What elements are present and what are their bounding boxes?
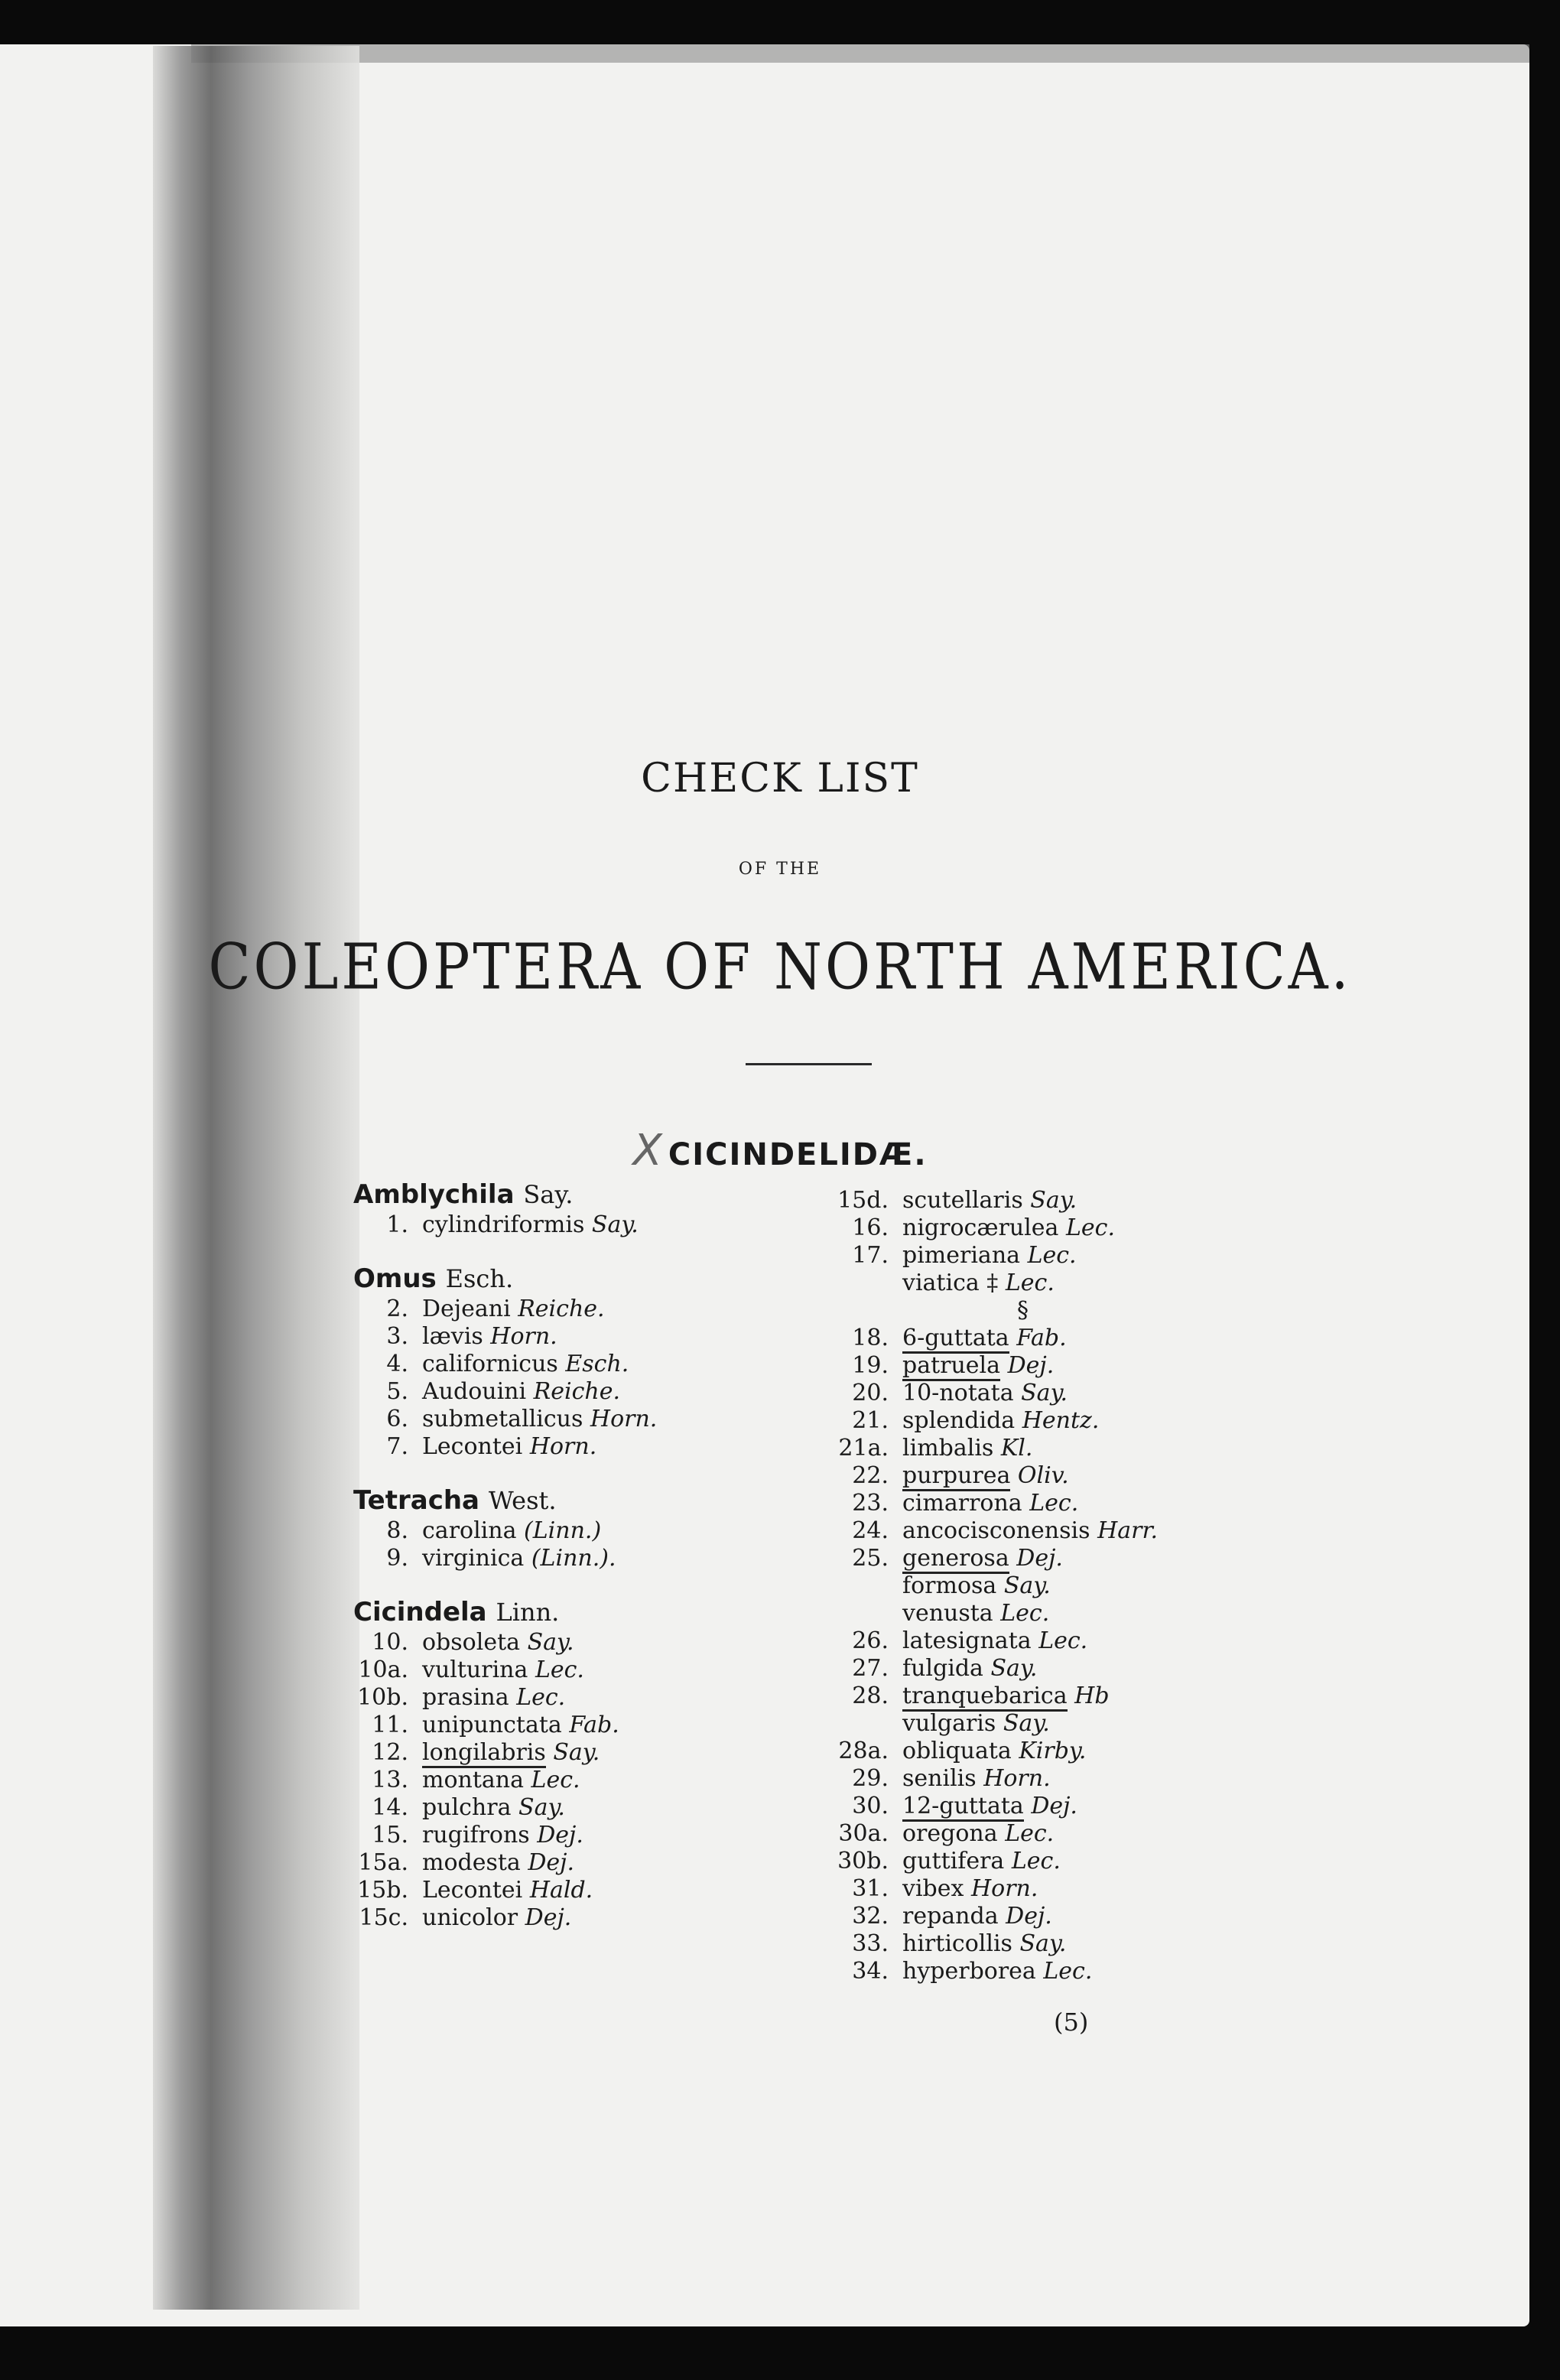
species-row <box>353 1545 812 1572</box>
species-number: 26. <box>852 1627 889 1654</box>
species-author: Say. <box>518 1794 565 1821</box>
genus-name: Omus <box>353 1263 437 1294</box>
species-number: 13. <box>372 1767 408 1793</box>
species-number: 2. <box>386 1296 408 1322</box>
title-of-the: OF THE <box>738 860 822 879</box>
title-check-list: CHECK LIST <box>641 756 919 801</box>
species-row <box>834 1352 1308 1380</box>
species-author: Dej. <box>1007 1352 1055 1379</box>
species-name: formosa <box>902 1572 997 1599</box>
species-number: 24. <box>852 1517 889 1544</box>
spacer <box>353 1572 812 1595</box>
genus-author: Linn. <box>496 1598 560 1627</box>
species-name: tranquebarica <box>902 1683 1068 1712</box>
species-number: 10. <box>372 1629 408 1656</box>
cicindela-species-list <box>353 1629 812 1932</box>
species-name: longilabris <box>422 1739 546 1768</box>
species-number: 19. <box>852 1352 889 1379</box>
species-name: oregona <box>902 1820 998 1847</box>
species-row <box>353 1657 812 1684</box>
species-name: prasina <box>422 1684 509 1711</box>
species-number: 7. <box>386 1433 408 1460</box>
genus-cicindela <box>353 1595 812 1629</box>
species-row <box>353 1877 812 1904</box>
species-author: (Linn.). <box>531 1545 616 1572</box>
species-row <box>353 1794 812 1822</box>
species-author: Oliv. <box>1017 1462 1069 1489</box>
species-row <box>834 1297 1308 1325</box>
species-row <box>353 1849 812 1877</box>
species-author: Say. <box>1003 1572 1051 1599</box>
species-row <box>834 1242 1308 1270</box>
family-name: CICINDELIDÆ. <box>668 1137 928 1172</box>
omus-species-list <box>353 1296 812 1461</box>
species-row <box>353 1517 812 1545</box>
species-row <box>834 1875 1308 1903</box>
species-number: 5. <box>386 1378 408 1405</box>
species-row <box>834 1903 1308 1930</box>
species-author: Dej. <box>525 1904 572 1931</box>
species-author: Harr. <box>1097 1517 1159 1544</box>
species-number: 34. <box>852 1958 889 1985</box>
species-row <box>834 1270 1308 1297</box>
species-name: cimarrona <box>902 1490 1022 1517</box>
species-author: Say. <box>1030 1187 1077 1214</box>
species-row <box>353 1629 812 1657</box>
genus-author: Esch. <box>445 1264 514 1293</box>
species-author: Say. <box>1003 1710 1050 1737</box>
species-number: 10a. <box>358 1657 408 1683</box>
species-name: obsoleta <box>422 1629 521 1656</box>
species-author: Lec. <box>1011 1848 1061 1874</box>
species-row <box>353 1767 812 1794</box>
species-row <box>834 1683 1308 1710</box>
species-row <box>353 1406 812 1433</box>
species-author: Dej. <box>1016 1545 1063 1572</box>
species-author: Horn. <box>529 1433 597 1460</box>
species-author: Say. <box>591 1211 639 1238</box>
species-name: splendida <box>902 1407 1016 1434</box>
species-name: obliquata <box>902 1738 1012 1764</box>
species-name: cylindriformis <box>422 1211 585 1238</box>
species-author: Lec. <box>1027 1242 1077 1269</box>
page-number: (5) <box>1054 2008 1089 2037</box>
species-name: pulchra <box>422 1794 512 1821</box>
species-name: vibex <box>902 1875 964 1902</box>
species-name: scutellaris <box>902 1187 1023 1214</box>
genus-name: Cicindela <box>353 1597 487 1627</box>
title-rule <box>746 1063 872 1065</box>
book-binding-shadow <box>153 46 359 2310</box>
species-name: submetallicus <box>422 1406 583 1432</box>
species-author: Hald. <box>529 1877 593 1904</box>
species-author: Say. <box>553 1739 600 1766</box>
species-name: limbalis <box>902 1435 994 1461</box>
species-name: senilis <box>902 1765 977 1792</box>
species-author: Dej. <box>1006 1903 1052 1930</box>
species-row <box>834 1765 1308 1793</box>
species-author: Dej. <box>1031 1793 1077 1819</box>
species-author: Hb <box>1074 1683 1110 1709</box>
right-species-list <box>834 1187 1308 1985</box>
species-name: guttifera <box>902 1848 1005 1874</box>
species-author: Lec. <box>1038 1627 1088 1654</box>
species-number: 25. <box>852 1545 889 1572</box>
species-row <box>353 1296 812 1323</box>
species-author: Say. <box>990 1655 1038 1682</box>
species-number: 14. <box>372 1794 408 1821</box>
species-author: (Linn.) <box>524 1517 602 1544</box>
species-author: Lec. <box>1029 1490 1079 1517</box>
species-number: 20. <box>852 1380 889 1406</box>
species-row <box>834 1380 1308 1407</box>
species-name: hirticollis <box>902 1930 1012 1957</box>
species-name: lævis <box>422 1323 483 1350</box>
species-row <box>834 1407 1308 1435</box>
species-name: Dejeani <box>422 1296 511 1322</box>
species-row <box>834 1572 1308 1600</box>
species-number: 6. <box>386 1406 408 1432</box>
species-number: 32. <box>852 1903 889 1930</box>
species-row <box>834 1710 1308 1738</box>
species-author: Reiche. <box>518 1296 605 1322</box>
species-number: 15c. <box>359 1904 408 1931</box>
species-row <box>834 1435 1308 1462</box>
species-name: hyperborea <box>902 1958 1036 1985</box>
genus-author: West. <box>488 1486 557 1515</box>
species-number: 23. <box>852 1490 889 1517</box>
title-coleoptera: COLEOPTERA OF NORTH AMERICA. <box>208 929 1352 1004</box>
species-number: 29. <box>852 1765 889 1792</box>
species-number: 21a. <box>838 1435 889 1461</box>
species-number: 15. <box>372 1822 408 1848</box>
right-column <box>834 1187 1308 1985</box>
species-number: 12. <box>372 1739 408 1766</box>
species-row <box>834 1462 1308 1490</box>
species-row <box>834 1187 1308 1214</box>
species-number: 30. <box>852 1793 889 1819</box>
species-row <box>834 1958 1308 1985</box>
species-name: unipunctata <box>422 1712 562 1738</box>
species-row <box>353 1904 812 1932</box>
genus-amblychila <box>353 1178 812 1211</box>
species-author: Lec. <box>1043 1958 1093 1985</box>
species-number: 18. <box>852 1325 889 1351</box>
species-row <box>834 1490 1308 1517</box>
species-name: § <box>1017 1297 1029 1324</box>
species-name: Lecontei <box>422 1433 523 1460</box>
species-name: patruela <box>902 1352 1000 1381</box>
species-name: ancocisconensis <box>902 1517 1090 1544</box>
species-author: Hentz. <box>1022 1407 1100 1434</box>
species-row <box>834 1793 1308 1820</box>
family-x-mark: X <box>632 1126 664 1175</box>
species-name: viatica ‡ <box>902 1270 999 1296</box>
species-row <box>834 1820 1308 1848</box>
species-name: 12-guttata <box>902 1793 1024 1822</box>
species-author: Reiche. <box>533 1378 620 1405</box>
page-top-shadow <box>191 44 1529 63</box>
species-name: venusta <box>902 1600 993 1627</box>
species-row <box>834 1738 1308 1765</box>
species-number: 15b. <box>357 1877 408 1904</box>
spacer <box>353 1239 812 1262</box>
species-name: nigrocærulea <box>902 1214 1059 1241</box>
species-name: vulgaris <box>902 1710 996 1737</box>
species-author: Say. <box>1021 1380 1068 1406</box>
species-row <box>353 1739 812 1767</box>
species-number: 1. <box>386 1211 408 1238</box>
species-author: Say. <box>527 1629 574 1656</box>
species-author: Horn. <box>490 1323 557 1350</box>
species-author: Lec. <box>1005 1820 1055 1847</box>
species-number: 9. <box>386 1545 408 1572</box>
species-name: purpurea <box>902 1462 1010 1491</box>
species-name: 6-guttata <box>902 1325 1009 1354</box>
species-row <box>834 1545 1308 1572</box>
species-row <box>353 1323 812 1351</box>
left-column <box>353 1178 812 1932</box>
species-number: 33. <box>852 1930 889 1957</box>
species-author: Lec. <box>531 1767 580 1793</box>
species-number: 15d. <box>837 1187 889 1214</box>
species-row <box>834 1517 1308 1545</box>
species-author: Esch. <box>565 1351 629 1377</box>
species-row <box>834 1627 1308 1655</box>
species-row <box>353 1712 812 1739</box>
species-name: generosa <box>902 1545 1009 1574</box>
species-number: 30b. <box>837 1848 889 1874</box>
species-author: Lec. <box>516 1684 566 1711</box>
species-number: 10b. <box>357 1684 408 1711</box>
species-name: vulturina <box>422 1657 528 1683</box>
genus-name: Amblychila <box>353 1179 515 1210</box>
species-name: repanda <box>902 1903 999 1930</box>
species-author: Lec. <box>1000 1600 1050 1627</box>
species-number: 30a. <box>838 1820 889 1847</box>
species-name: Audouini <box>422 1378 527 1405</box>
species-name: virginica <box>422 1545 525 1572</box>
species-number: 4. <box>386 1351 408 1377</box>
species-row <box>834 1600 1308 1627</box>
species-number: 8. <box>386 1517 408 1544</box>
species-row <box>353 1822 812 1849</box>
spacer <box>353 1461 812 1484</box>
species-row <box>834 1655 1308 1683</box>
tetracha-species-list <box>353 1517 812 1572</box>
species-number: 28. <box>852 1683 889 1709</box>
species-name: modesta <box>422 1849 521 1876</box>
species-author: Say. <box>1019 1930 1067 1957</box>
species-name: fulgida <box>902 1655 983 1682</box>
species-row <box>834 1325 1308 1352</box>
species-author: Fab. <box>569 1712 619 1738</box>
species-row <box>353 1211 812 1239</box>
species-number: 28a. <box>838 1738 889 1764</box>
species-name: unicolor <box>422 1904 518 1931</box>
species-row <box>353 1378 812 1406</box>
species-author: Lec. <box>535 1657 584 1683</box>
species-name: carolina <box>422 1517 517 1544</box>
species-number: 21. <box>852 1407 889 1434</box>
species-author: Horn. <box>590 1406 658 1432</box>
species-number: 22. <box>852 1462 889 1489</box>
species-number: 16. <box>852 1214 889 1241</box>
species-number: 15a. <box>358 1849 408 1876</box>
species-name: californicus <box>422 1351 558 1377</box>
species-author: Fab. <box>1016 1325 1067 1351</box>
genus-tetracha <box>353 1484 812 1517</box>
species-author: Horn. <box>983 1765 1051 1792</box>
species-author: Kirby. <box>1019 1738 1087 1764</box>
species-name: Lecontei <box>422 1877 523 1904</box>
species-author: Lec. <box>1065 1214 1115 1241</box>
species-name: montana <box>422 1767 524 1793</box>
species-author: Lec. <box>1005 1270 1055 1296</box>
family-heading <box>0 1126 1560 1175</box>
species-number: 27. <box>852 1655 889 1682</box>
species-name: 10-notata <box>902 1380 1014 1406</box>
species-row <box>834 1214 1308 1242</box>
species-row <box>353 1684 812 1712</box>
species-row <box>353 1351 812 1378</box>
species-author: Dej. <box>537 1822 583 1848</box>
species-author: Horn. <box>970 1875 1038 1902</box>
species-row <box>834 1848 1308 1875</box>
species-author: Kl. <box>1000 1435 1033 1461</box>
species-name: pimeriana <box>902 1242 1021 1269</box>
genus-omus <box>353 1262 812 1296</box>
species-number: 17. <box>852 1242 889 1269</box>
species-name: latesignata <box>902 1627 1032 1654</box>
species-number: 31. <box>852 1875 889 1902</box>
species-author: Dej. <box>528 1849 575 1876</box>
genus-name: Tetracha <box>353 1485 480 1516</box>
species-row <box>353 1433 812 1461</box>
genus-author: Say. <box>523 1180 574 1209</box>
species-name: rugifrons <box>422 1822 530 1848</box>
species-row <box>834 1930 1308 1958</box>
species-number: 11. <box>372 1712 408 1738</box>
species-number: 3. <box>386 1323 408 1350</box>
